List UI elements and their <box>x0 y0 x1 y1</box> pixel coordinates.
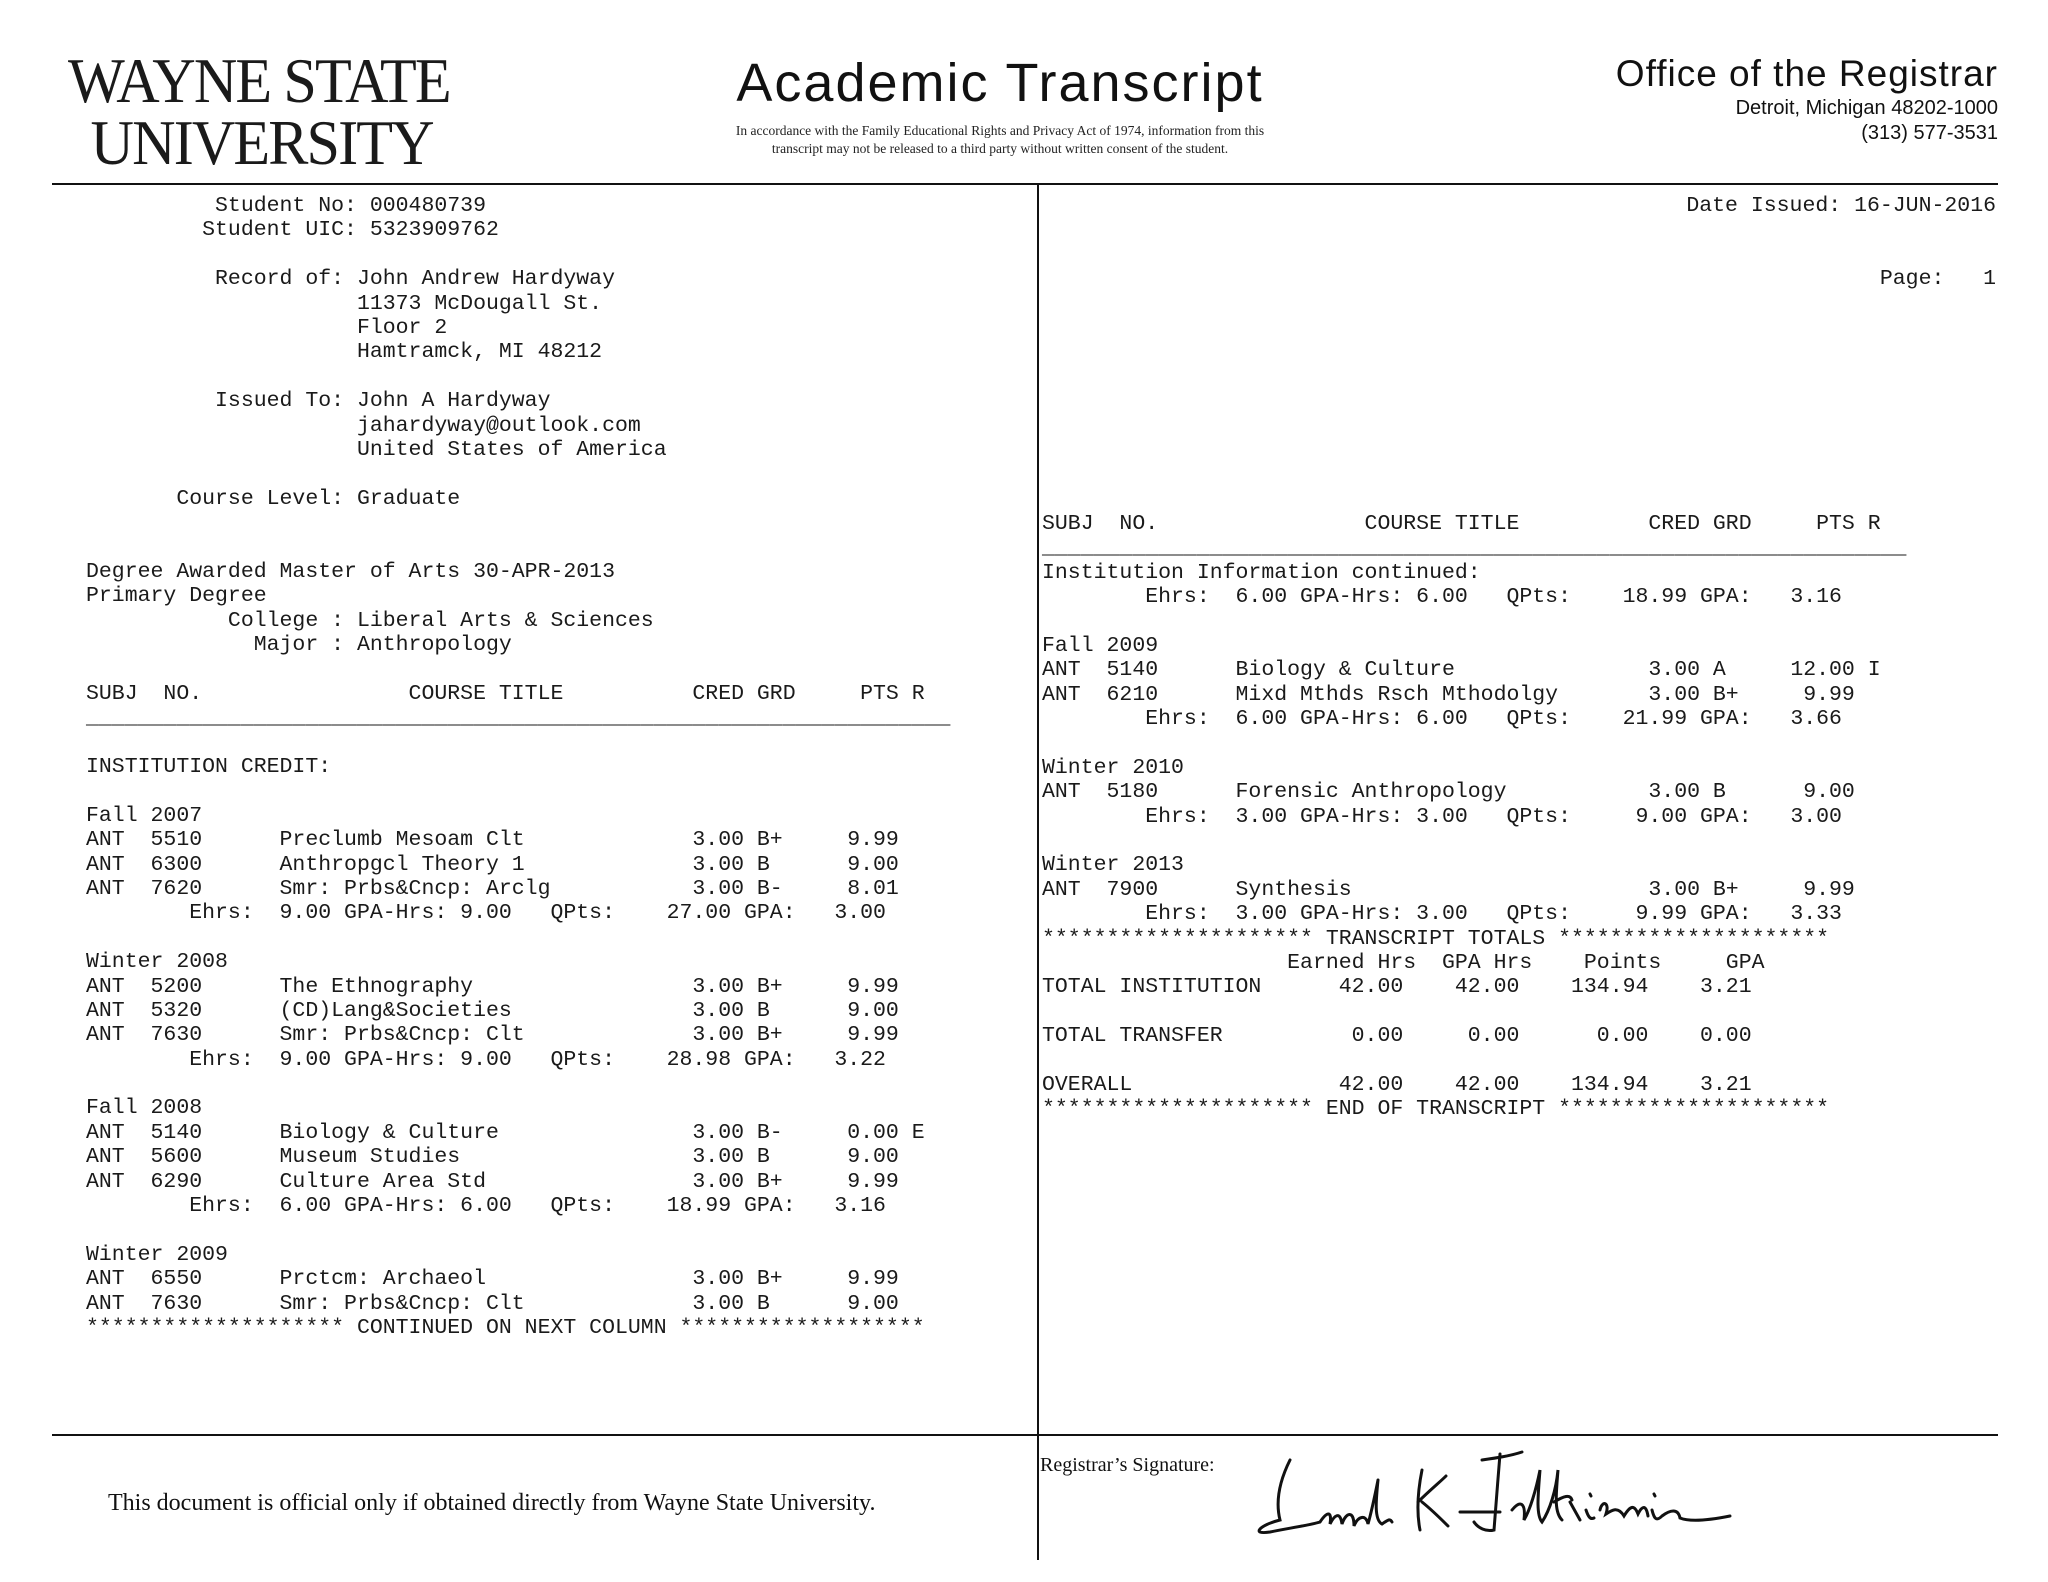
transcript-line: United States of America <box>86 437 667 462</box>
transcript-line <box>86 1072 950 1096</box>
transcript-line: Floor 2 <box>86 315 448 340</box>
transcript-line: ANT 6550 Prctcm: Archaeol 3.00 B+ 9.99 <box>86 1267 899 1292</box>
signature-label: Registrar’s Signature: <box>1040 1454 1215 1476</box>
transcript-line: Hamtramck, MI 48212 <box>86 340 603 365</box>
transcript-line: Degree Awarded Master of Arts 30-APR-2013 <box>86 559 615 584</box>
transcript-line: Ehrs: 9.00 GPA-Hrs: 9.00 QPts: 27.00 GPA: 3.00 <box>86 901 886 926</box>
university-logo <box>68 45 450 178</box>
transcript-line <box>86 462 950 486</box>
registrar-office-block <box>1616 52 1998 146</box>
transcript-line: College : Liberal Arts & Sciences <box>86 608 654 633</box>
transcript-line <box>86 1218 950 1242</box>
transcript-line: ANT 5180 Forensic Anthropology 3.00 B 9.00 <box>1042 780 1855 805</box>
transcript-line <box>86 657 950 681</box>
transcript-line: Winter 2009 <box>86 1242 228 1267</box>
ferpa-line-1: In accordance with the Family Educational Rights and Privacy Act of 1974, information from this <box>735 123 1265 138</box>
ferpa-line-2: transcript may not be released to a third party without written consent of the student. <box>771 141 1229 156</box>
transcript-line: Winter 2010 <box>1042 755 1184 780</box>
document-title: Academic Transcript <box>736 53 1264 113</box>
transcript-line <box>1042 732 1906 756</box>
office-address: Detroit, Michigan 48202-1000 <box>1735 97 1998 119</box>
registrar-signature <box>1250 1440 1750 1550</box>
transcript-line: Record of: John Andrew Hardyway <box>86 267 615 292</box>
transcript-line: ANT 6300 Anthropgcl Theory 1 3.00 B 9.00 <box>86 852 899 877</box>
date-issued: Date Issued: 16-JUN-2016 <box>1686 194 1996 218</box>
transcript-line: ANT 6290 Culture Area Std 3.00 B+ 9.99 <box>86 1169 899 1194</box>
transcript-line: ___________________________________________________________________ <box>86 706 951 731</box>
transcript-line: Major : Anthropology <box>86 633 512 658</box>
transcript-line: ANT 7620 Smr: Prbs&Cncp: Arclg 3.00 B- 8.01 <box>86 876 899 901</box>
transcript-line: ANT 7630 Smr: Prbs&Cncp: Clt 3.00 B+ 9.99 <box>86 1023 899 1048</box>
transcript-line: Issued To: John A Hardyway <box>86 389 551 414</box>
transcript-line <box>1042 1000 1906 1024</box>
transcript-line <box>1042 1049 1906 1073</box>
transcript-line: SUBJ NO. COURSE TITLE CRED GRD PTS R <box>1042 512 1881 536</box>
transcript-line <box>86 535 950 559</box>
transcript-line <box>86 731 950 755</box>
transcript-line: TOTAL TRANSFER 0.00 0.00 0.00 0.00 <box>1042 1024 1752 1049</box>
transcript-line: SUBJ NO. COURSE TITLE CRED GRD PTS R <box>86 681 925 706</box>
transcript-line <box>86 926 950 950</box>
transcript-line: ___________________________________________________________________ <box>1042 536 1907 561</box>
transcript-line: ANT 5140 Biology & Culture 3.00 A 12.00 I <box>1042 658 1881 683</box>
transcript-line: TOTAL INSTITUTION 42.00 42.00 134.94 3.21 <box>1042 975 1752 1000</box>
transcript-line: ANT 7900 Synthesis 3.00 B+ 9.99 <box>1042 877 1855 902</box>
logo-line-1: WAYNE STATE <box>68 45 450 116</box>
right-transcript-column <box>1042 512 1906 1122</box>
transcript-line <box>86 365 950 389</box>
transcript-line: ANT 5200 The Ethnography 3.00 B+ 9.99 <box>86 974 899 999</box>
transcript-line: Student No: 000480739 <box>86 194 486 218</box>
transcript-line: ANT 6210 Mixd Mthds Rsch Mthodolgy 3.00 B+ 9.99 <box>1042 682 1855 707</box>
office-phone: (313) 577-3531 <box>1861 122 1998 144</box>
column-divider <box>1037 184 1039 1560</box>
left-transcript-column <box>86 194 950 1340</box>
transcript-line: ANT 5320 (CD)Lang&Societies 3.00 B 9.00 <box>86 998 899 1023</box>
transcript-line: INSTITUTION CREDIT: <box>86 754 332 779</box>
transcript-line: Course Level: Graduate <box>86 486 461 511</box>
transcript-line: ANT 5510 Preclumb Mesoam Clt 3.00 B+ 9.99 <box>86 828 899 853</box>
transcript-line: Ehrs: 3.00 GPA-Hrs: 3.00 QPts: 9.00 GPA: 3.00 <box>1042 804 1842 829</box>
transcript-line: Fall 2009 <box>1042 633 1159 658</box>
header-divider <box>52 183 1998 185</box>
transcript-line: Fall 2008 <box>86 1096 203 1121</box>
ferpa-notice <box>680 122 1320 158</box>
transcript-line: ********************* TRANSCRIPT TOTALS ********************* <box>1042 926 1830 951</box>
page-number: Page: 1 <box>1879 267 1996 291</box>
transcript-line: 11373 McDougall St. <box>86 291 603 316</box>
transcript-line <box>1042 829 1906 853</box>
transcript-line: Ehrs: 6.00 GPA-Hrs: 6.00 QPts: 18.99 GPA: 3.16 <box>86 1194 886 1219</box>
transcript-line: Winter 2008 <box>86 950 228 975</box>
transcript-line <box>1042 610 1906 634</box>
footer-divider <box>52 1434 1998 1436</box>
transcript-line <box>86 779 950 803</box>
transcript-line: Primary Degree <box>86 584 267 609</box>
transcript-line: Earned Hrs GPA Hrs Points GPA <box>1042 951 1765 976</box>
transcript-line: OVERALL 42.00 42.00 134.94 3.21 <box>1042 1072 1752 1097</box>
transcript-line: jahardyway@outlook.com <box>86 413 641 438</box>
official-document-note: This document is official only if obtained directly from Wayne State University. <box>108 1490 876 1516</box>
transcript-line: Institution Information continued: <box>1042 560 1481 585</box>
transcript-line: ******************** CONTINUED ON NEXT COLUMN ******************* <box>86 1315 925 1340</box>
transcript-line <box>86 243 950 267</box>
transcript-line: Ehrs: 9.00 GPA-Hrs: 9.00 QPts: 28.98 GPA: 3.22 <box>86 1047 886 1072</box>
transcript-line: Ehrs: 6.00 GPA-Hrs: 6.00 QPts: 18.99 GPA: 3.16 <box>1042 585 1842 610</box>
transcript-line: ********************* END OF TRANSCRIPT ********************* <box>1042 1097 1830 1122</box>
transcript-line: ANT 5600 Museum Studies 3.00 B 9.00 <box>86 1145 899 1170</box>
transcript-line: Ehrs: 6.00 GPA-Hrs: 6.00 QPts: 21.99 GPA: 3.66 <box>1042 707 1842 732</box>
transcript-line: Student UIC: 5323909762 <box>86 218 499 243</box>
transcript-line: ANT 5140 Biology & Culture 3.00 B- 0.00 E <box>86 1120 925 1145</box>
transcript-line <box>86 511 950 535</box>
office-title: Office of the Registrar <box>1615 53 1998 94</box>
transcript-line: ANT 7630 Smr: Prbs&Cncp: Clt 3.00 B 9.00 <box>86 1291 899 1316</box>
transcript-line: Fall 2007 <box>86 803 203 828</box>
logo-line-2: UNIVERSITY <box>90 107 433 178</box>
transcript-line: Winter 2013 <box>1042 853 1184 878</box>
transcript-line: Ehrs: 3.00 GPA-Hrs: 3.00 QPts: 9.99 GPA: 3.33 <box>1042 902 1842 927</box>
